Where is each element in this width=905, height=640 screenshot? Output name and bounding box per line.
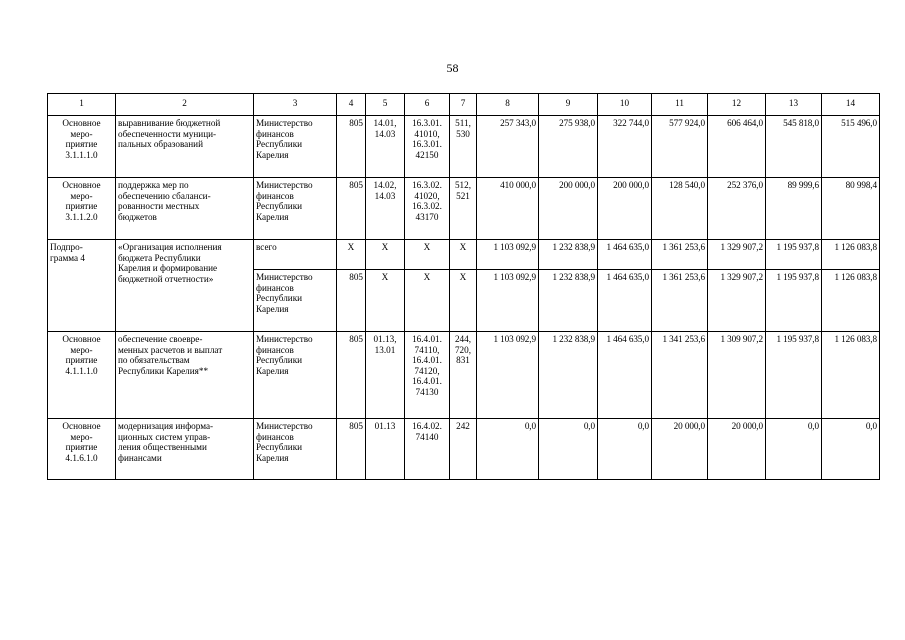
rzpr-cell xyxy=(366,332,405,419)
amount-cell: 1 361 253,6 xyxy=(652,240,708,270)
cell-line: Карелия xyxy=(256,149,289,160)
cell-line: Основное xyxy=(62,180,101,190)
vr-cell xyxy=(450,240,477,270)
cell-line: 41020, xyxy=(414,190,440,201)
table-row xyxy=(48,116,880,178)
cell-line: 01.13 xyxy=(374,421,396,431)
cell-line: Республики Карелия** xyxy=(118,365,209,376)
cell-line: 805 xyxy=(349,272,363,282)
rzpr-cell xyxy=(366,270,405,332)
amount-cell: 515 496,0 xyxy=(822,116,880,178)
rzpr-cell xyxy=(366,419,405,480)
cell-line: приятие xyxy=(65,355,98,366)
cell-line: финансов xyxy=(256,190,294,201)
cell-line: 16.3.02. xyxy=(412,201,442,212)
cell-line: Подпро- xyxy=(50,242,83,252)
table-row xyxy=(48,419,880,480)
cell-line: пальных образований xyxy=(118,139,203,150)
cell-line: 3.1.1.2.0 xyxy=(65,211,98,222)
cell-line: 511, xyxy=(455,118,471,128)
item-code-cell xyxy=(48,178,116,240)
cell-line: X xyxy=(459,272,467,282)
cell-line: выравнивание бюджетной xyxy=(118,118,221,128)
cell-line: X xyxy=(423,242,431,252)
cell-line: меро- xyxy=(70,128,93,139)
cell-line: 530 xyxy=(456,128,470,139)
cell-line: Республики xyxy=(256,355,303,366)
cell-line: бюджетной отчетности» xyxy=(118,273,214,284)
executor-cell xyxy=(254,332,337,419)
cell-line: Министерство xyxy=(256,118,313,128)
cell-line: 16.4.01. xyxy=(412,376,442,387)
amount-cell: 1 232 838,9 xyxy=(539,270,598,332)
csr-cell xyxy=(405,116,450,178)
header-cell: 13 xyxy=(766,94,822,116)
csr-cell xyxy=(405,332,450,419)
header-row xyxy=(48,94,880,116)
amount-cell: 1 126 083,8 xyxy=(822,240,880,270)
amount-cell: 1 341 253,6 xyxy=(652,332,708,419)
cell-line: рованности местных xyxy=(118,201,200,212)
amount-cell: 1 361 253,6 xyxy=(652,270,708,332)
cell-line: ционных систем управ- xyxy=(118,431,211,442)
amount-cell: 0,0 xyxy=(477,419,539,480)
vr-cell xyxy=(450,332,477,419)
cell-line: грамма 4 xyxy=(50,252,85,263)
header-cell: 12 xyxy=(708,94,766,116)
header-cell: 8 xyxy=(477,94,539,116)
cell-line: меро- xyxy=(70,190,93,201)
cell-line: 42150 xyxy=(415,149,439,160)
cell-line: X xyxy=(459,242,467,252)
item-name-cell xyxy=(116,178,254,240)
cell-line: Республики xyxy=(256,139,303,150)
cell-line: Министерство xyxy=(256,334,313,344)
cell-line: Основное xyxy=(62,118,101,128)
cell-line: 14.03 xyxy=(374,128,396,139)
header-cell: 6 xyxy=(405,94,450,116)
amount-cell: 410 000,0 xyxy=(477,178,539,240)
cell-line: 13.01 xyxy=(374,344,396,355)
cell-line: 831 xyxy=(456,355,470,366)
cell-line: бюджетов xyxy=(118,211,157,222)
header-cell: 2 xyxy=(116,94,254,116)
amount-cell: 0,0 xyxy=(766,419,822,480)
cell-line: менных расчетов и выплат xyxy=(118,344,223,355)
cell-line: 521 xyxy=(456,190,470,201)
executor-cell xyxy=(254,178,337,240)
amount-cell: 257 343,0 xyxy=(477,116,539,178)
cell-line: Карелия xyxy=(256,303,289,314)
cell-line: 74130 xyxy=(415,386,439,397)
executor-cell xyxy=(254,270,337,332)
rzpr-cell xyxy=(366,240,405,270)
cell-line: Республики xyxy=(256,442,303,453)
grbs-cell xyxy=(337,178,366,240)
cell-line: модернизация информа- xyxy=(118,421,214,431)
cell-line: Республики xyxy=(256,201,303,212)
cell-line: 16.4.01. xyxy=(412,355,442,366)
amount-cell: 252 376,0 xyxy=(708,178,766,240)
amount-cell: 1 464 635,0 xyxy=(598,240,652,270)
cell-line: X xyxy=(347,242,355,252)
amount-cell: 1 232 838,9 xyxy=(539,240,598,270)
cell-line: 14.03 xyxy=(374,190,396,201)
cell-line: ления общественными xyxy=(118,442,207,453)
cell-line: 74110, xyxy=(414,344,440,355)
header-cell: 4 xyxy=(337,94,366,116)
cell-line: 805 xyxy=(349,421,363,431)
amount-cell: 1 464 635,0 xyxy=(598,270,652,332)
amount-cell: 1 103 092,9 xyxy=(477,332,539,419)
cell-line: бюджета Республики xyxy=(118,252,201,263)
cell-line: финансами xyxy=(118,452,162,463)
grbs-cell xyxy=(337,240,366,270)
csr-cell xyxy=(405,178,450,240)
amount-cell: 1 464 635,0 xyxy=(598,332,652,419)
amount-cell: 1 232 838,9 xyxy=(539,332,598,419)
header-cell: 3 xyxy=(254,94,337,116)
csr-cell xyxy=(405,240,450,270)
vr-cell xyxy=(450,178,477,240)
cell-line: Карелия xyxy=(256,211,289,222)
cell-line: по обязательствам xyxy=(118,355,190,366)
cell-line: 512, xyxy=(454,180,472,190)
item-code-cell xyxy=(48,419,116,480)
cell-line: Министерство xyxy=(256,421,313,431)
cell-line: поддержка мер по xyxy=(118,180,189,190)
rzpr-cell xyxy=(366,116,405,178)
cell-line: 16.3.01. xyxy=(412,139,442,150)
cell-line: 14.01, xyxy=(373,118,397,128)
cell-line: Основное xyxy=(62,421,101,431)
header-cell: 10 xyxy=(598,94,652,116)
vr-cell xyxy=(450,270,477,332)
table-row xyxy=(48,178,880,240)
executor-cell xyxy=(254,419,337,480)
cell-line: Карелия xyxy=(256,365,289,376)
item-name-cell xyxy=(116,240,254,332)
cell-line: 74140 xyxy=(415,431,439,442)
amount-cell: 1 103 092,9 xyxy=(477,240,539,270)
cell-line: всего xyxy=(256,242,277,252)
item-code-cell xyxy=(48,116,116,178)
item-name-cell xyxy=(116,332,254,419)
cell-line: 41010, xyxy=(414,128,440,139)
amount-cell: 89 999,6 xyxy=(766,178,822,240)
amount-cell: 200 000,0 xyxy=(598,178,652,240)
amount-cell: 545 818,0 xyxy=(766,116,822,178)
csr-cell xyxy=(405,270,450,332)
amount-cell: 0,0 xyxy=(822,419,880,480)
csr-cell xyxy=(405,419,450,480)
amount-cell: 128 540,0 xyxy=(652,178,708,240)
cell-line: обеспеченности муници- xyxy=(118,128,217,139)
amount-cell: 1 126 083,8 xyxy=(822,332,880,419)
cell-line: приятие xyxy=(65,442,98,453)
grbs-cell xyxy=(337,419,366,480)
cell-line: 720, xyxy=(454,344,472,355)
header-cell: 14 xyxy=(822,94,880,116)
cell-line: 4.1.1.1.0 xyxy=(65,365,98,376)
cell-line: Карелия xyxy=(256,452,289,463)
cell-line: Карелия и формирование xyxy=(118,263,218,274)
amount-cell: 1 329 907,2 xyxy=(708,240,766,270)
grbs-cell xyxy=(337,332,366,419)
cell-line: 805 xyxy=(349,334,363,344)
cell-line: меро- xyxy=(70,431,93,442)
amount-cell: 275 938,0 xyxy=(539,116,598,178)
cell-line: финансов xyxy=(256,344,294,355)
item-code-cell xyxy=(48,240,116,332)
vr-cell xyxy=(450,419,477,480)
cell-line: 74120, xyxy=(414,365,440,376)
amount-cell: 200 000,0 xyxy=(539,178,598,240)
cell-line: X xyxy=(381,242,389,252)
amount-cell: 577 924,0 xyxy=(652,116,708,178)
executor-cell xyxy=(254,116,337,178)
cell-line: Республики xyxy=(256,293,303,304)
cell-line: 805 xyxy=(349,180,363,190)
amount-cell: 1 195 937,8 xyxy=(766,270,822,332)
vr-cell xyxy=(450,116,477,178)
header-cell: 9 xyxy=(539,94,598,116)
amount-cell: 322 744,0 xyxy=(598,116,652,178)
cell-line: меро- xyxy=(70,344,93,355)
header-cell: 7 xyxy=(450,94,477,116)
table-row xyxy=(48,240,880,270)
cell-line: приятие xyxy=(65,201,98,212)
amount-cell: 0,0 xyxy=(598,419,652,480)
cell-line: 3.1.1.1.0 xyxy=(65,149,98,160)
table-row xyxy=(48,332,880,419)
cell-line: 244, xyxy=(454,334,472,344)
budget-table xyxy=(47,93,880,480)
item-name-cell xyxy=(116,116,254,178)
cell-line: 16.4.01. xyxy=(412,334,442,344)
header-cell: 5 xyxy=(366,94,405,116)
amount-cell: 1 195 937,8 xyxy=(766,332,822,419)
cell-line: 43170 xyxy=(415,211,439,222)
header-cell: 11 xyxy=(652,94,708,116)
grbs-cell xyxy=(337,116,366,178)
amount-cell: 1 103 092,9 xyxy=(477,270,539,332)
cell-line: Министерство xyxy=(256,180,313,190)
amount-cell: 20 000,0 xyxy=(652,419,708,480)
cell-line: 16.3.02. xyxy=(412,180,442,190)
amount-cell: 1 329 907,2 xyxy=(708,270,766,332)
cell-line: 01.13, xyxy=(373,334,397,344)
amount-cell: 1 126 083,8 xyxy=(822,270,880,332)
cell-line: обеспечению сбаланси- xyxy=(118,190,211,201)
cell-line: финансов xyxy=(256,282,294,293)
executor-cell xyxy=(254,240,337,270)
amount-cell: 20 000,0 xyxy=(708,419,766,480)
cell-line: 805 xyxy=(349,118,363,128)
cell-line: Основное xyxy=(62,334,101,344)
cell-line: приятие xyxy=(65,139,98,150)
page-number: 58 xyxy=(446,61,459,75)
header-cell: 1 xyxy=(48,94,116,116)
cell-line: 16.4.02. xyxy=(412,421,442,431)
amount-cell: 1 195 937,8 xyxy=(766,240,822,270)
cell-line: X xyxy=(381,272,389,282)
amount-cell: 0,0 xyxy=(539,419,598,480)
cell-line: финансов xyxy=(256,128,294,139)
cell-line: 242 xyxy=(456,421,470,431)
item-code-cell xyxy=(48,332,116,419)
amount-cell: 80 998,4 xyxy=(822,178,880,240)
item-name-cell xyxy=(116,419,254,480)
cell-line: финансов xyxy=(256,431,294,442)
cell-line: 14.02, xyxy=(373,180,397,190)
cell-line: 4.1.6.1.0 xyxy=(65,452,98,463)
rzpr-cell xyxy=(366,178,405,240)
cell-line: обеспечение своевре- xyxy=(118,334,203,344)
cell-line: X xyxy=(423,272,431,282)
cell-line: 16.3.01. xyxy=(412,118,442,128)
amount-cell: 606 464,0 xyxy=(708,116,766,178)
cell-line: Министерство xyxy=(256,272,313,282)
grbs-cell xyxy=(337,270,366,332)
cell-line: «Организация исполнения xyxy=(118,242,222,252)
amount-cell: 1 309 907,2 xyxy=(708,332,766,419)
